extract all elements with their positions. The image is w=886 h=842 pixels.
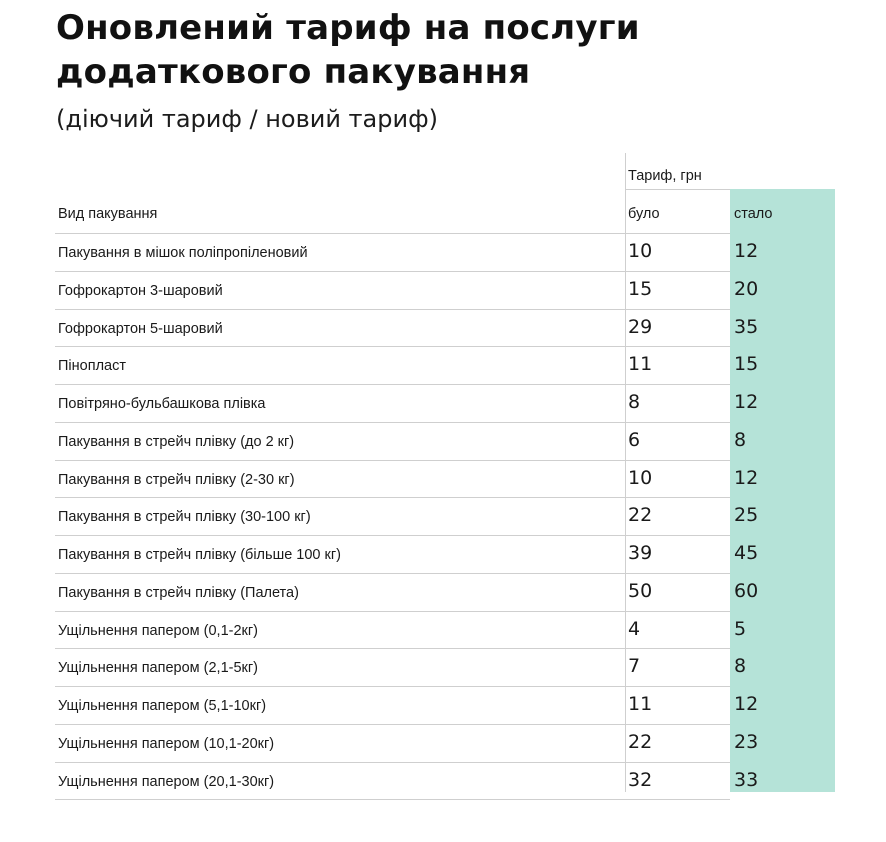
new-tariff-value: 33	[734, 768, 759, 791]
old-tariff-value: 10	[628, 466, 653, 489]
packaging-type: Пакування в мішок поліпропіленовий	[58, 245, 308, 261]
row-divider	[55, 573, 730, 574]
packaging-type: Повітряно-бульбашкова плівка	[58, 396, 266, 412]
new-tariff-value: 60	[734, 579, 759, 602]
packaging-type: Пакування в стрейч плівку (більше 100 кг)	[58, 547, 341, 563]
row-divider	[55, 648, 730, 649]
row-divider	[55, 724, 730, 725]
new-tariff-value: 23	[734, 730, 759, 753]
packaging-type: Пакування в стрейч плівку (2-30 кг)	[58, 471, 295, 488]
row-divider	[55, 271, 730, 272]
old-tariff-header: було	[628, 206, 660, 222]
row-divider	[55, 346, 730, 347]
page-subtitle: (діючий тариф / новий тариф)	[56, 105, 438, 133]
row-divider	[55, 799, 730, 800]
new-tariff-value: 20	[734, 277, 759, 300]
header-bottom-rule	[55, 233, 730, 234]
new-tariff-value: 12	[734, 240, 759, 262]
old-tariff-value: 7	[628, 655, 641, 678]
packaging-type: Гофрокартон 3-шаровий	[58, 282, 223, 299]
row-divider	[55, 384, 730, 385]
old-tariff-value: 11	[628, 353, 653, 376]
old-tariff-value: 15	[628, 277, 653, 300]
new-tariff-value: 45	[734, 542, 759, 564]
packaging-type: Ущільнення папером (20,1-30кг)	[58, 773, 275, 790]
column-divider	[625, 153, 626, 792]
row-divider	[55, 686, 730, 687]
old-tariff-value: 22	[628, 504, 653, 527]
new-tariff-value: 5	[734, 617, 747, 640]
new-tariff-value: 8	[734, 428, 747, 451]
row-divider	[55, 460, 730, 461]
old-tariff-value: 29	[628, 315, 653, 338]
new-tariff-value: 8	[734, 655, 747, 678]
packaging-type: Гофрокартон 5-шаровий	[58, 320, 223, 337]
row-divider	[55, 611, 730, 612]
old-tariff-value: 4	[628, 617, 641, 640]
header-divider	[625, 189, 730, 190]
type-header: Вид пакування	[58, 206, 158, 222]
row-divider	[55, 762, 730, 763]
new-tariff-value: 12	[734, 466, 759, 489]
tariff-header: Тариф, грн	[628, 168, 702, 184]
new-tariff-value: 12	[734, 391, 759, 413]
old-tariff-value: 8	[628, 391, 641, 413]
row-divider	[55, 497, 730, 498]
old-tariff-value: 39	[628, 542, 653, 564]
old-tariff-value: 32	[628, 768, 653, 791]
old-tariff-value: 50	[628, 579, 653, 602]
row-divider	[55, 309, 730, 310]
packaging-type: Пакування в стрейч плівку (Палета)	[58, 584, 299, 601]
packaging-type: Ущільнення папером (5,1-10кг)	[58, 698, 267, 714]
new-tariff-header: стало	[734, 206, 773, 222]
old-tariff-value: 10	[628, 240, 653, 262]
packaging-type: Пакування в стрейч плівку (до 2 кг)	[58, 433, 295, 450]
new-tariff-value: 35	[734, 315, 759, 338]
packaging-type: Пінопласт	[58, 358, 126, 375]
row-divider	[55, 535, 730, 536]
old-tariff-value: 6	[628, 428, 641, 451]
new-tariff-value: 15	[734, 353, 759, 376]
row-divider	[55, 422, 730, 423]
new-tariff-value: 25	[734, 504, 759, 527]
new-tariff-value: 12	[734, 693, 759, 715]
packaging-type: Пакування в стрейч плівку (30-100 кг)	[58, 509, 311, 526]
old-tariff-value: 11	[628, 693, 653, 715]
page-title: Оновлений тариф на послуги додаткового пакування	[56, 8, 640, 92]
packaging-type: Ущільнення папером (0,1-2кг)	[58, 622, 258, 639]
packaging-type: Ущільнення папером (2,1-5кг)	[58, 660, 258, 677]
packaging-type: Ущільнення папером (10,1-20кг)	[58, 735, 275, 752]
old-tariff-value: 22	[628, 730, 653, 753]
